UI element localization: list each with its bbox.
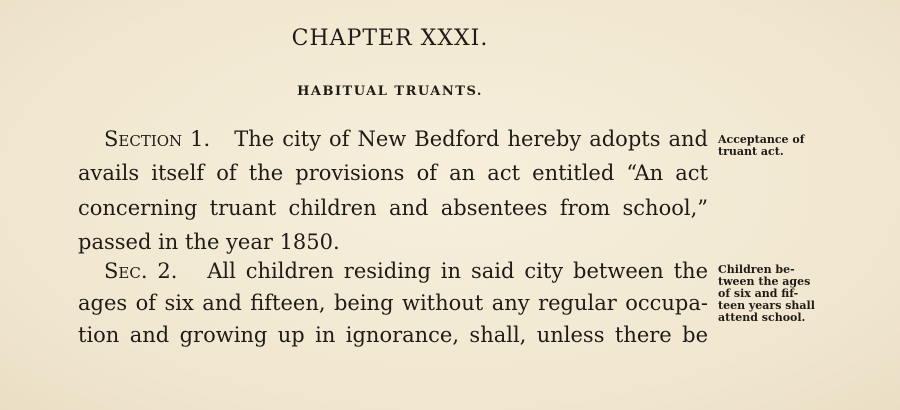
margin-note-1-line-2: truant act. (718, 145, 784, 158)
section-1-label: Section 1. (104, 127, 211, 151)
margin-note-2-line-2: tween the ages (718, 275, 811, 288)
margin-note-section-1 (718, 134, 850, 158)
section-2-line-1 (104, 256, 708, 286)
section-2-line-2: ages of six and fifteen, being without any regular occupa- (78, 291, 708, 315)
margin-note-2-line-5: attend school. (718, 311, 806, 324)
margin-note-1-line-1: Acceptance of (718, 133, 805, 146)
chapter-title: CHAPTER XXXI. (291, 26, 489, 51)
section-1-line-1 (104, 124, 708, 154)
section-2-label: Sec. 2. (104, 259, 178, 283)
section-1-text-1: The city of New Bedford hereby adopts and (234, 127, 708, 151)
chapter-subtitle: HABITUAL TRUANTS. (297, 84, 483, 99)
section-1-line-3: concerning truant children and absentees from school,” (78, 196, 708, 220)
margin-note-2-line-1: Children be- (718, 263, 795, 276)
section-2-text-1: All children residing in said city between the (207, 259, 709, 283)
section-1-line-4: passed in the year 1850. (78, 230, 340, 254)
margin-note-2-line-3: of six and fif- (718, 287, 799, 300)
margin-note-2-line-4: teen years shall (718, 299, 815, 312)
section-1-line-2: avails itself of the provisions of an act entitled “An act (78, 161, 708, 185)
margin-note-section-2 (718, 264, 850, 324)
section-2-line-3: tion and growing up in ignorance, shall, unless there be (78, 323, 708, 347)
